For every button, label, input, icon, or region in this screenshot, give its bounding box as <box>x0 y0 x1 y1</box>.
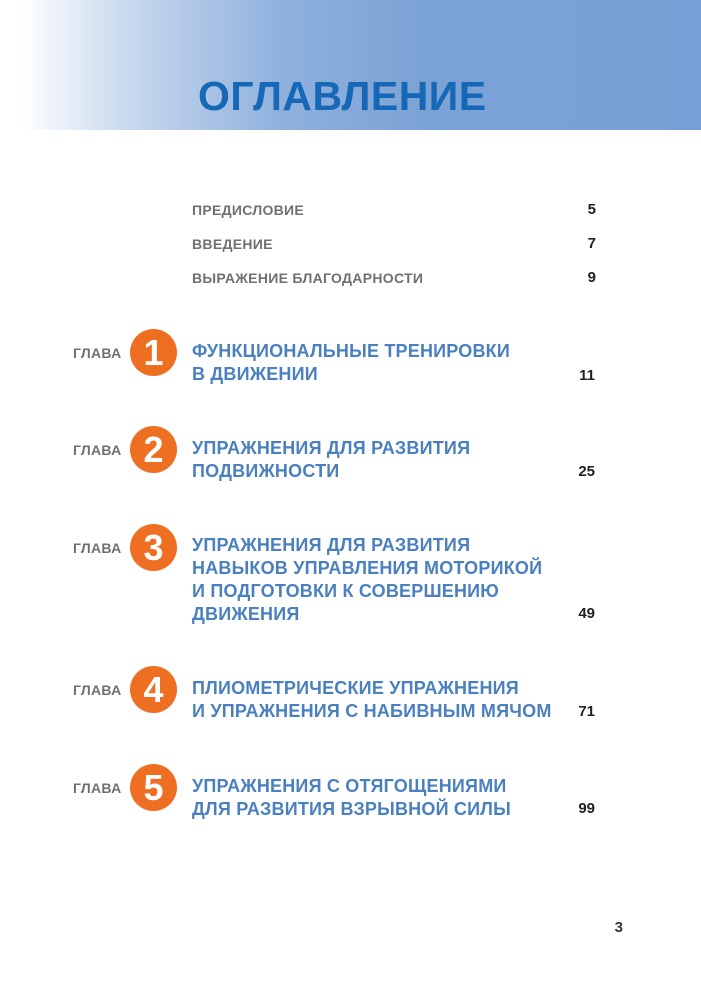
toc-entry-label: ВЫРАЖЕНИЕ БЛАГОДАРНОСТИ <box>192 270 424 286</box>
chapter-prefix: ГЛАВА <box>73 682 122 698</box>
toc-entry-introduction[interactable] <box>192 234 596 254</box>
chapter-title-line: ДЛЯ РАЗВИТИЯ ВЗРЫВНОЙ СИЛЫ <box>192 799 511 819</box>
toc-entry-page: 7 <box>587 235 596 252</box>
chapter-title <box>192 340 562 386</box>
chapter-number-badge: 4 <box>130 666 177 713</box>
page-number: 3 <box>614 919 623 936</box>
chapter-title-line: УПРАЖНЕНИЯ ДЛЯ РАЗВИТИЯ <box>192 535 471 555</box>
toc-entry-label: ВВЕДЕНИЕ <box>192 236 273 252</box>
chapter-prefix: ГЛАВА <box>73 540 122 556</box>
chapter-title <box>192 437 562 483</box>
chapter-title-line: ПЛИОМЕТРИЧЕСКИЕ УПРАЖНЕНИЯ <box>192 678 519 698</box>
toc-entry-acknowledgements[interactable] <box>192 268 596 288</box>
chapter-title-line: В ДВИЖЕНИИ <box>192 364 318 384</box>
toc-entry-label: ПРЕДИСЛОВИЕ <box>192 202 305 218</box>
chapter-page: 99 <box>578 800 595 817</box>
chapter-title-line: И ПОДГОТОВКИ К СОВЕРШЕНИЮ <box>192 581 500 601</box>
chapter-title <box>192 677 562 723</box>
toc-entry-page: 5 <box>587 201 596 218</box>
chapter-page: 71 <box>578 703 595 720</box>
chapter-number-badge: 3 <box>130 524 177 571</box>
toc-entry-page: 9 <box>587 269 596 286</box>
chapter-title <box>192 534 562 626</box>
chapter-page: 25 <box>578 463 595 480</box>
chapter-title-line: УПРАЖНЕНИЯ С ОТЯГОЩЕНИЯМИ <box>192 776 507 796</box>
chapter-title-line: НАВЫКОВ УПРАВЛЕНИЯ МОТОРИКОЙ <box>192 558 543 578</box>
page-title: ОГЛАВЛЕНИЕ <box>198 73 487 119</box>
chapter-title-line: И УПРАЖНЕНИЯ С НАБИВНЫМ МЯЧОМ <box>192 701 552 721</box>
chapter-page: 11 <box>579 367 595 384</box>
chapter-title-line: УПРАЖНЕНИЯ ДЛЯ РАЗВИТИЯ <box>192 438 471 458</box>
chapter-prefix: ГЛАВА <box>73 345 122 361</box>
chapter-prefix: ГЛАВА <box>73 780 122 796</box>
chapter-title-line: ДВИЖЕНИЯ <box>192 604 300 624</box>
toc-entry-preface[interactable] <box>192 200 596 220</box>
chapter-number-badge: 1 <box>130 329 177 376</box>
chapter-number-badge: 5 <box>130 764 177 811</box>
chapter-page: 49 <box>578 605 595 622</box>
chapter-number-badge: 2 <box>130 426 177 473</box>
chapter-prefix: ГЛАВА <box>73 442 122 458</box>
chapter-title <box>192 775 562 821</box>
chapter-title-line: ФУНКЦИОНАЛЬНЫЕ ТРЕНИРОВКИ <box>192 341 510 361</box>
chapter-title-line: ПОДВИЖНОСТИ <box>192 461 340 481</box>
